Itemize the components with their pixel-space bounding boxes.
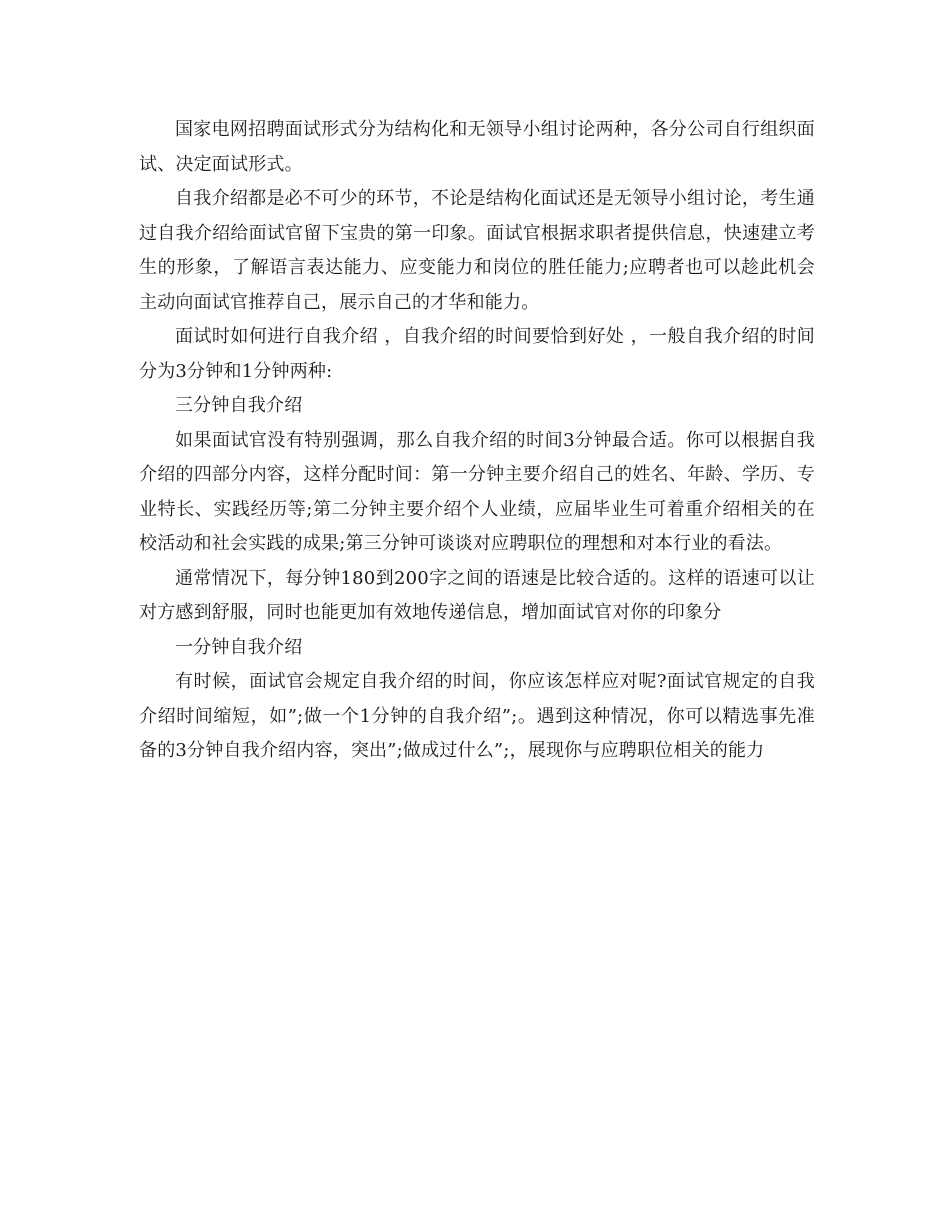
paragraph-intro-timing: 面试时如何进行自我介绍 ，自我介绍的时间要恰到好处 ，一般自我介绍的时间分为3分钟和1分钟两种:	[139, 326, 815, 382]
paragraph-one-minute-strategy: 有时候，面试官会规定自我介绍的时间，你应该怎样应对呢?面试官规定的自我介绍时间缩短，如”;做一个1分钟的自我介绍”;。遇到这种情况，你可以精选事先准备的3分钟自我介绍内容，突出”;做成过什么”;，展现你与应聘职位相关的能力	[139, 671, 815, 761]
paragraph-interview-format: 国家电网招聘面试形式分为结构化和无领导小组讨论两种，各分公司自行组织面试、决定面试形式。	[139, 119, 815, 175]
heading-three-minute-intro: 三分钟自我介绍	[175, 395, 303, 416]
paragraph-speaking-speed: 通常情况下，每分钟180到200字之间的语速是比较合适的。这样的语速可以让对方感到舒服，同时也能更加有效地传递信息，增加面试官对你的印象分	[139, 567, 815, 623]
paragraph-self-intro-importance: 自我介绍都是必不可少的环节，不论是结构化面试还是无领导小组讨论，考生通过自我介绍给面试官留下宝贵的第一印象。面试官根据求职者提供信息，快速建立考生的形象，了解语言表达能力、应变能力和岗位的胜任能力;应聘者也可以趁此机会主动向面试官推荐自己，展示自己的才华和能力。	[139, 188, 815, 313]
paragraph-three-minute-plan: 如果面试官没有特别强调，那么自我介绍的时间3分钟最合适。你可以根据自我介绍的四部分内容，这样分配时间：第一分钟主要介绍自己的姓名、年龄、学历、专业特长、实践经历等;第二分钟主要介绍个人业绩，应届毕业生可着重介绍相关的在校活动和社会实践的成果;第三分钟可谈谈对应聘职位的理想和对本行业的看法。	[139, 429, 815, 554]
heading-one-minute-intro: 一分钟自我介绍	[175, 636, 303, 658]
document-body	[139, 113, 815, 769]
